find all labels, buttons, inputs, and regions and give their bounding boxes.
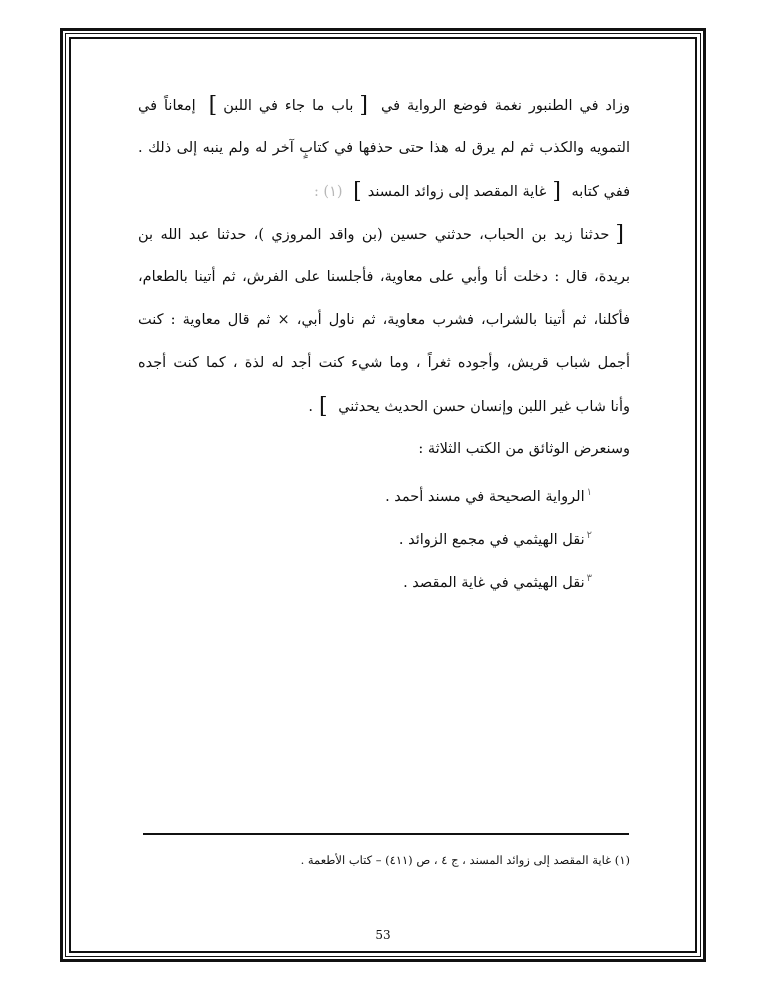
footnote-reference: (١) : (313, 184, 343, 200)
period: . (308, 399, 313, 415)
item-text: نقل الهيثمي في غاية المقصد . (403, 575, 585, 591)
item-number: ٣ (586, 573, 592, 584)
quote-line (138, 385, 630, 428)
list-item (138, 471, 630, 514)
close-bracket: ] (319, 394, 328, 419)
list-item (138, 514, 630, 557)
paragraph-line (138, 170, 630, 213)
main-text (138, 84, 630, 600)
quote-line (138, 256, 630, 299)
line-text: التمويه والكذب (539, 140, 630, 156)
quote-text: وأنا شاب غير اللبن وإنسان حسن الحديث يحدثني (338, 399, 630, 415)
item-number: ١ (586, 487, 592, 498)
item-text: الرواية الصحيحة في مسند أحمد . (385, 489, 585, 505)
quote-text: بريدة، قال : دخلت أنا وأبي على معاوية، فأجلسنا على الفرش، ثم أتينا بالطعام، (138, 269, 630, 285)
line-text: وزاد في الطنبور نغمة فوضع الرواية في (381, 98, 630, 114)
line-text: ثم لم يرق له هذا حتى حذفها في كتابٍ آخر له ولم ينبه إلى ذلك . (138, 140, 534, 156)
quote-text: حدثنا زيد بن الحباب، حدثني حسين (بن واقد المروزي )، حدثنا عبد الله بن (138, 227, 610, 243)
line-text: ففي كتابه (571, 184, 630, 200)
open-bracket: [ (615, 222, 624, 247)
book-title: غاية المقصد إلى زوائد المسند (367, 184, 547, 200)
open-bracket: [ (552, 179, 561, 204)
page-number: 53 (375, 928, 391, 942)
line-text: إمعاناً في (138, 98, 196, 114)
quote-text: أجمل شباب قريش، وأجوده ثغراً ، وما شيء كنت أجد له لذة ، كما كنت أجده (138, 355, 630, 371)
quote-line (138, 299, 630, 342)
item-text: نقل الهيثمي في مجمع الزوائد . (398, 532, 585, 548)
open-bracket: [ (359, 93, 368, 118)
chapter-title: باب ما جاء في اللبن (223, 98, 354, 114)
intro-line (138, 428, 630, 471)
paragraph-line (138, 127, 630, 170)
intro-text: وسنعرض الوثائق من الكتب الثلاثة : (418, 441, 630, 457)
quote-text: فأكلنا، ثم أتينا بالشراب، فشرب معاوية، ثم ناول أبي، × ثم قال معاوية : كنت (138, 312, 630, 328)
footnote-separator (143, 833, 629, 835)
footnote (140, 848, 630, 872)
item-number: ٢ (586, 530, 592, 541)
paragraph-line (138, 84, 630, 127)
close-bracket: ] (353, 179, 362, 204)
list-item (138, 557, 630, 600)
quote-line (138, 213, 630, 256)
footnote-text: (١) غاية المقصد إلى زوائد المسند ، ج ٤ ، ص (٤١١) – كتاب الأطعمة . (300, 853, 630, 867)
quote-line (138, 342, 630, 385)
close-bracket: ] (208, 93, 218, 118)
